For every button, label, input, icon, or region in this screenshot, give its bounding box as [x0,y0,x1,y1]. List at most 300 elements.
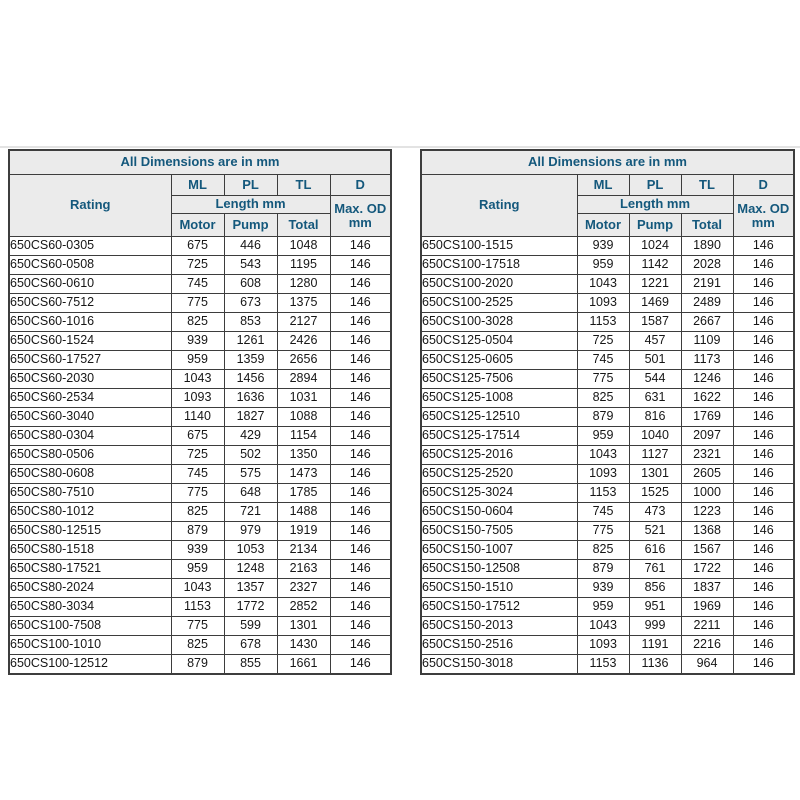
rating-cell: 650CS125-1008 [421,389,577,408]
total-cell: 1488 [277,503,330,522]
motor-cell: 775 [577,370,629,389]
ml-column-header: ML [171,175,224,196]
motor-cell: 745 [171,275,224,294]
rating-cell: 650CS60-2030 [9,370,171,389]
rating-cell: 650CS80-1012 [9,503,171,522]
rating-cell: 650CS80-17521 [9,560,171,579]
rating-cell: 650CS100-17518 [421,256,577,275]
total-cell: 1769 [681,408,733,427]
motor-cell: 825 [171,313,224,332]
motor-cell: 879 [171,655,224,675]
rating-cell: 650CS150-0604 [421,503,577,522]
pump-subheader: Pump [629,214,681,237]
pump-cell: 1525 [629,484,681,503]
rating-cell: 650CS150-7505 [421,522,577,541]
rating-cell: 650CS100-12512 [9,655,171,675]
rating-cell: 650CS125-0504 [421,332,577,351]
pump-cell: 673 [224,294,277,313]
motor-subheader: Motor [171,214,224,237]
pump-cell: 501 [629,351,681,370]
total-cell: 1000 [681,484,733,503]
rating-cell: 650CS125-2520 [421,465,577,484]
rating-cell: 650CS80-2024 [9,579,171,598]
motor-cell: 725 [577,332,629,351]
total-subheader: Total [277,214,330,237]
max-od-cell: 146 [330,313,391,332]
table-row [421,617,794,636]
max-od-cell: 146 [733,408,794,427]
rating-cell: 650CS80-0608 [9,465,171,484]
max-od-header [330,196,391,237]
table-row [9,370,391,389]
max-od-cell: 146 [330,427,391,446]
max-od-cell: 146 [330,446,391,465]
total-cell: 1048 [277,237,330,256]
pump-cell: 999 [629,617,681,636]
table-row [421,636,794,655]
max-od-label: Max. OD [737,200,790,216]
rating-column-header: Rating [9,175,171,237]
rating-cell: 650CS100-3028 [421,313,577,332]
motor-cell: 879 [577,408,629,427]
dimension-tables-region [8,149,795,675]
total-cell: 2426 [277,332,330,351]
max-od-cell: 146 [330,636,391,655]
max-od-cell: 146 [330,389,391,408]
total-cell: 1567 [681,541,733,560]
rating-cell: 650CS150-1007 [421,541,577,560]
max-od-cell: 146 [330,598,391,617]
table-row [9,541,391,560]
max-od-cell: 146 [733,503,794,522]
total-cell: 2894 [277,370,330,389]
motor-cell: 725 [171,446,224,465]
motor-cell: 1153 [577,313,629,332]
rating-cell: 650CS60-0610 [9,275,171,294]
total-cell: 1223 [681,503,733,522]
total-cell: 1109 [681,332,733,351]
d-column-header: D [733,175,794,196]
total-cell: 2489 [681,294,733,313]
rating-cell: 650CS80-3034 [9,598,171,617]
max-od-cell: 146 [733,313,794,332]
max-od-cell: 146 [733,389,794,408]
motor-cell: 1093 [577,465,629,484]
rating-cell: 650CS125-0605 [421,351,577,370]
total-cell: 1368 [681,522,733,541]
pump-cell: 979 [224,522,277,541]
table-row [9,332,391,351]
max-od-cell: 146 [330,484,391,503]
table-row [9,237,391,256]
table-row [9,389,391,408]
max-od-cell: 146 [733,237,794,256]
pl-column-header: PL [629,175,681,196]
motor-cell: 879 [577,560,629,579]
total-cell: 1919 [277,522,330,541]
motor-cell: 775 [171,617,224,636]
total-cell: 1301 [277,617,330,636]
motor-cell: 1093 [171,389,224,408]
pump-cell: 502 [224,446,277,465]
pump-cell: 1191 [629,636,681,655]
table-row [421,541,794,560]
motor-cell: 745 [577,351,629,370]
rating-cell: 650CS125-3024 [421,484,577,503]
rating-cell: 650CS125-12510 [421,408,577,427]
total-cell: 2656 [277,351,330,370]
motor-cell: 1153 [171,598,224,617]
table-row [421,351,794,370]
pump-cell: 1261 [224,332,277,351]
table-row [421,332,794,351]
total-cell: 2028 [681,256,733,275]
max-od-cell: 146 [330,579,391,598]
motor-cell: 825 [577,541,629,560]
rating-cell: 650CS80-12515 [9,522,171,541]
rating-cell: 650CS80-0304 [9,427,171,446]
table-row [421,427,794,446]
rating-cell: 650CS150-1510 [421,579,577,598]
pump-cell: 457 [629,332,681,351]
total-cell: 1195 [277,256,330,275]
max-od-cell: 146 [733,294,794,313]
total-cell: 1088 [277,408,330,427]
max-od-cell: 146 [733,579,794,598]
max-od-cell: 146 [733,484,794,503]
pump-cell: 544 [629,370,681,389]
max-od-header [733,196,794,237]
pump-cell: 608 [224,275,277,294]
max-od-cell: 146 [330,294,391,313]
total-cell: 1430 [277,636,330,655]
pump-cell: 575 [224,465,277,484]
pump-cell: 1587 [629,313,681,332]
max-od-cell: 146 [733,465,794,484]
table-row [421,579,794,598]
motor-cell: 1093 [577,294,629,313]
total-cell: 2134 [277,541,330,560]
total-cell: 1722 [681,560,733,579]
total-cell: 1622 [681,389,733,408]
motor-cell: 879 [171,522,224,541]
pump-cell: 521 [629,522,681,541]
table-header-left [9,150,391,237]
table-row [9,636,391,655]
max-od-cell: 146 [330,351,391,370]
rating-cell: 650CS60-3040 [9,408,171,427]
pump-cell: 1772 [224,598,277,617]
rating-cell: 650CS100-2525 [421,294,577,313]
rating-cell: 650CS150-17512 [421,598,577,617]
table-row [9,313,391,332]
table-row [9,256,391,275]
max-od-cell: 146 [733,332,794,351]
rating-cell: 650CS60-7512 [9,294,171,313]
pl-column-header: PL [224,175,277,196]
pump-cell: 1456 [224,370,277,389]
rating-cell: 650CS60-1524 [9,332,171,351]
table-row [9,446,391,465]
rating-cell: 650CS60-0508 [9,256,171,275]
rating-cell: 650CS60-2534 [9,389,171,408]
rating-cell: 650CS125-2016 [421,446,577,465]
total-cell: 2163 [277,560,330,579]
max-od-cell: 146 [733,446,794,465]
rating-cell: 650CS100-1010 [9,636,171,655]
rating-cell: 650CS100-2020 [421,275,577,294]
total-cell: 1473 [277,465,330,484]
total-cell: 2211 [681,617,733,636]
table-row [421,408,794,427]
max-od-cell: 146 [733,275,794,294]
max-od-cell: 146 [330,370,391,389]
max-od-cell: 146 [330,465,391,484]
table-body-left [9,237,391,675]
table-row [9,503,391,522]
pump-cell: 1469 [629,294,681,313]
pump-cell: 1053 [224,541,277,560]
pump-cell: 678 [224,636,277,655]
table-row [9,522,391,541]
max-od-cell: 146 [733,427,794,446]
total-cell: 2852 [277,598,330,617]
table-row [9,351,391,370]
rating-cell: 650CS125-7506 [421,370,577,389]
total-cell: 1890 [681,237,733,256]
total-cell: 2327 [277,579,330,598]
total-cell: 1661 [277,655,330,675]
table-row [421,465,794,484]
total-cell: 1031 [277,389,330,408]
pump-subheader: Pump [224,214,277,237]
pump-cell: 1248 [224,560,277,579]
max-od-cell: 146 [330,560,391,579]
table-row [9,484,391,503]
rating-cell: 650CS150-3018 [421,655,577,675]
motor-cell: 775 [171,484,224,503]
pump-cell: 1040 [629,427,681,446]
table-row [421,598,794,617]
motor-cell: 959 [577,256,629,275]
tl-column-header: TL [681,175,733,196]
table-row [421,560,794,579]
length-group-header: Length mm [171,196,330,214]
pump-cell: 1221 [629,275,681,294]
table-row [9,617,391,636]
pump-cell: 599 [224,617,277,636]
table-title: All Dimensions are in mm [9,150,391,175]
motor-cell: 1043 [577,275,629,294]
pump-cell: 1136 [629,655,681,675]
table-row [421,446,794,465]
pump-cell: 1024 [629,237,681,256]
total-subheader: Total [681,214,733,237]
page-top-rule [0,146,800,148]
max-od-cell: 146 [330,503,391,522]
total-cell: 2605 [681,465,733,484]
table-row [421,370,794,389]
pump-cell: 951 [629,598,681,617]
table-row [421,256,794,275]
total-cell: 1154 [277,427,330,446]
total-cell: 1785 [277,484,330,503]
max-od-unit: mm [751,215,775,230]
table-row [421,522,794,541]
table-row [9,579,391,598]
pump-cell: 616 [629,541,681,560]
total-cell: 2667 [681,313,733,332]
pump-cell: 648 [224,484,277,503]
d-column-header: D [330,175,391,196]
motor-cell: 1043 [171,370,224,389]
table-row [9,408,391,427]
dimension-table-left [8,149,392,675]
max-od-cell: 146 [330,332,391,351]
dimension-table-right [420,149,795,675]
max-od-cell: 146 [733,522,794,541]
motor-cell: 745 [171,465,224,484]
rating-cell: 650CS100-1515 [421,237,577,256]
rating-cell: 650CS125-17514 [421,427,577,446]
rating-cell: 650CS80-0506 [9,446,171,465]
total-cell: 2191 [681,275,733,294]
total-cell: 1246 [681,370,733,389]
length-group-header: Length mm [577,196,733,214]
table-row [9,598,391,617]
max-od-cell: 146 [733,541,794,560]
pump-cell: 855 [224,655,277,675]
total-cell: 2216 [681,636,733,655]
rating-column-header: Rating [421,175,577,237]
max-od-cell: 146 [330,522,391,541]
pump-cell: 1827 [224,408,277,427]
max-od-label: Max. OD [334,200,387,216]
rating-cell: 650CS100-7508 [9,617,171,636]
pump-cell: 1127 [629,446,681,465]
motor-cell: 939 [171,541,224,560]
pump-cell: 1636 [224,389,277,408]
motor-cell: 1140 [171,408,224,427]
pump-cell: 1357 [224,579,277,598]
motor-subheader: Motor [577,214,629,237]
rating-cell: 650CS80-7510 [9,484,171,503]
max-od-cell: 146 [330,541,391,560]
total-cell: 1837 [681,579,733,598]
table-row [9,655,391,675]
table-row [421,294,794,313]
motor-cell: 939 [171,332,224,351]
motor-cell: 959 [577,427,629,446]
motor-cell: 825 [171,503,224,522]
pump-cell: 543 [224,256,277,275]
total-cell: 1375 [277,294,330,313]
motor-cell: 1043 [577,617,629,636]
total-cell: 2127 [277,313,330,332]
max-od-cell: 146 [733,256,794,275]
max-od-cell: 146 [733,351,794,370]
motor-cell: 775 [577,522,629,541]
max-od-cell: 146 [330,408,391,427]
table-row [421,389,794,408]
table-row [421,275,794,294]
rating-cell: 650CS80-1518 [9,541,171,560]
motor-cell: 825 [577,389,629,408]
rating-cell: 650CS150-2516 [421,636,577,655]
motor-cell: 745 [577,503,629,522]
motor-cell: 1043 [577,446,629,465]
pump-cell: 429 [224,427,277,446]
max-od-cell: 146 [733,636,794,655]
ml-column-header: ML [577,175,629,196]
table-row [421,237,794,256]
pump-cell: 856 [629,579,681,598]
total-cell: 1969 [681,598,733,617]
rating-cell: 650CS60-0305 [9,237,171,256]
table-title: All Dimensions are in mm [421,150,794,175]
pump-cell: 1359 [224,351,277,370]
rating-cell: 650CS60-1016 [9,313,171,332]
motor-cell: 775 [171,294,224,313]
pump-cell: 446 [224,237,277,256]
table-row [421,503,794,522]
motor-cell: 1153 [577,655,629,675]
pump-cell: 1142 [629,256,681,275]
pump-cell: 473 [629,503,681,522]
total-cell: 1350 [277,446,330,465]
max-od-cell: 146 [330,256,391,275]
pump-cell: 1301 [629,465,681,484]
max-od-cell: 146 [733,598,794,617]
max-od-cell: 146 [330,237,391,256]
motor-cell: 675 [171,237,224,256]
rating-cell: 650CS150-12508 [421,560,577,579]
total-cell: 1280 [277,275,330,294]
table-row [9,465,391,484]
table-row [9,294,391,313]
motor-cell: 939 [577,579,629,598]
motor-cell: 959 [171,351,224,370]
pump-cell: 816 [629,408,681,427]
motor-cell: 825 [171,636,224,655]
max-od-unit: mm [348,215,372,230]
max-od-cell: 146 [330,275,391,294]
max-od-cell: 146 [733,617,794,636]
motor-cell: 959 [171,560,224,579]
total-cell: 2097 [681,427,733,446]
rating-cell: 650CS150-2013 [421,617,577,636]
motor-cell: 675 [171,427,224,446]
table-row [9,427,391,446]
total-cell: 964 [681,655,733,675]
motor-cell: 1093 [577,636,629,655]
max-od-cell: 146 [330,617,391,636]
motor-cell: 939 [577,237,629,256]
table-row [421,313,794,332]
max-od-cell: 146 [330,655,391,675]
pump-cell: 761 [629,560,681,579]
table-row [9,275,391,294]
table-header-right [421,150,794,237]
rating-cell: 650CS60-17527 [9,351,171,370]
table-row [421,655,794,675]
table-row [421,484,794,503]
motor-cell: 959 [577,598,629,617]
total-cell: 1173 [681,351,733,370]
motor-cell: 1043 [171,579,224,598]
motor-cell: 725 [171,256,224,275]
max-od-cell: 146 [733,560,794,579]
